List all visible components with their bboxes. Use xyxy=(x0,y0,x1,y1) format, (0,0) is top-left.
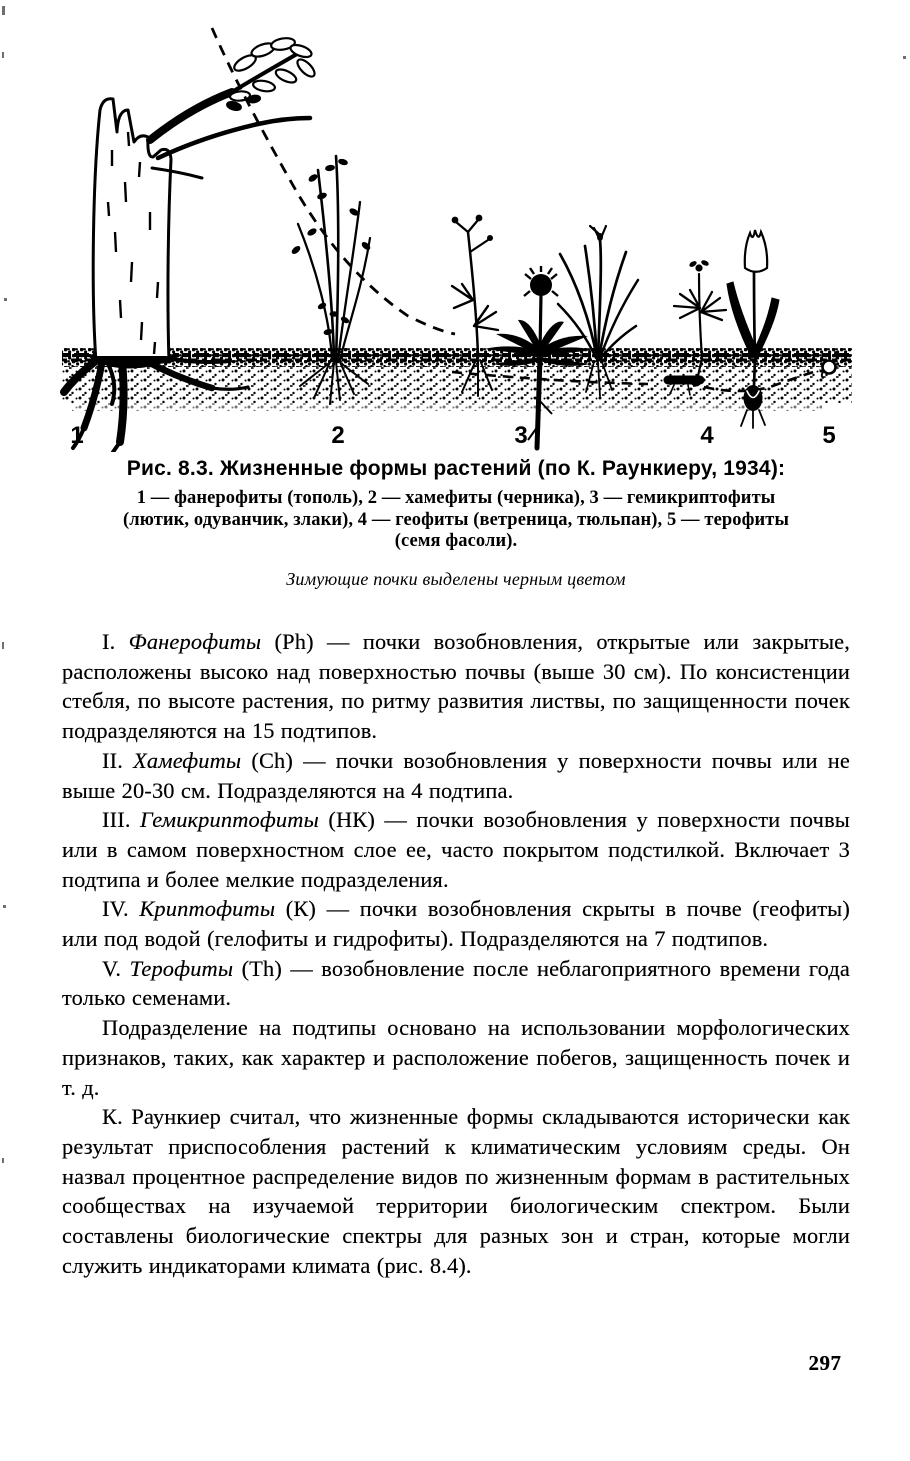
figure-8-3-illustration xyxy=(0,0,910,452)
label-3: 3 xyxy=(514,422,528,449)
anemone-flower xyxy=(688,259,709,271)
paragraph-subtypes xyxy=(62,1013,850,1102)
page-number: 297 xyxy=(808,1351,842,1375)
paragraph-text: (К) — почки возобновления скрыты в почве (геофиты) или под водой (гелофиты и гидрофиты). Подразделяются на 7 подтипов. xyxy=(62,896,850,952)
tree-trunk xyxy=(93,99,171,362)
label-1: 1 xyxy=(70,422,84,449)
legend-line-2: (лютик, одуванчик, злаки), 4 — геофиты (ветреница, тюльпан), 5 — терофиты xyxy=(122,509,790,530)
paragraph-chamaephytes xyxy=(62,746,850,805)
paragraph-text: К. Раункиер считал, что жизненные формы складываются исторически как результат приспособления растений к климатическим условиям среды. Он назвал процентное распределение видов по жизненным формам в растительных сообществах на изучаемой территории биологическим спектром. Были составлены биологические спектры для разных зон и стран, которые могли служить индикаторами климата (рис. 8.4). xyxy=(62,1104,850,1278)
paragraph-term: Терофиты xyxy=(129,955,234,981)
figure-item-numbers xyxy=(70,422,835,449)
paragraph-numeral: IV. xyxy=(102,896,140,922)
paragraph-term: Криптофиты xyxy=(139,896,276,922)
legend-line-1: 1 — фанерофиты (тополь), 2 — хамефиты (черника), 3 — гемикриптофиты xyxy=(136,488,776,508)
tree-leaves xyxy=(226,36,317,111)
paragraph-cryptophytes xyxy=(62,894,850,953)
body-text xyxy=(62,627,850,1280)
paragraph-raunkiaer-spectrum xyxy=(62,1102,850,1280)
paragraph-term: Фанерофиты xyxy=(128,629,262,654)
paragraph-numeral: II. xyxy=(102,747,134,773)
paragraph-phanerophytes xyxy=(62,627,850,746)
paragraph-numeral: V. xyxy=(102,955,130,981)
figure-caption xyxy=(62,456,850,590)
paragraph-numeral: III. xyxy=(102,807,141,833)
paragraph-therophytes xyxy=(62,954,850,1013)
paragraph-hemicryptophytes xyxy=(62,805,850,894)
label-5: 5 xyxy=(822,422,836,449)
bud-height-dashed-curve xyxy=(212,28,455,334)
figure-caption-note: Зимующие почки выделены черным цветом xyxy=(286,568,626,589)
paragraph-text: (НК) — почки возобновления у поверхности почвы или в самом поверхностном слое ее, часто покрытом подстилкой. Включает 3 подтипа и более мелкие подразделения. xyxy=(62,807,850,892)
legend-line-3: (семя фасоли). xyxy=(394,531,518,551)
paragraph-text: (Th) — возобновление после неблагоприятного времени года только семенами. xyxy=(62,955,850,1011)
label-4: 4 xyxy=(700,422,714,449)
paragraph-text: Подразделение на подтипы основано на использовании морфологических признаков, таких, как характер и расположение побегов, защищенность почек и т. д. xyxy=(62,1015,850,1100)
dandelion-wintering-bud xyxy=(524,266,558,296)
tulip-flower xyxy=(745,230,767,272)
paragraph-text: (Ch) — почки возобновления у поверхности почвы или не выше 20-30 см. Подразделяются на 4 подтипа. xyxy=(62,747,850,803)
paragraph-term: Хамефиты xyxy=(133,747,242,773)
label-2: 2 xyxy=(331,422,345,449)
figure-caption-title: Рис. 8.3. Жизненные формы растений (по К. Раункиеру, 1934): xyxy=(126,457,786,480)
paragraph-term: Гемикриптофиты xyxy=(140,807,319,833)
figure-caption-legend xyxy=(62,488,850,553)
paragraph-text: (Ph) — почки возобновления, открытые или закрытые, расположены высоко над поверхностью почвы (выше 30 см). По консистенции стебля, по высоте растения, по ритму развития листвы, по защищенности почек подразделяются на 15 подтипов. xyxy=(62,629,850,744)
paragraph-numeral: I. xyxy=(102,629,129,654)
